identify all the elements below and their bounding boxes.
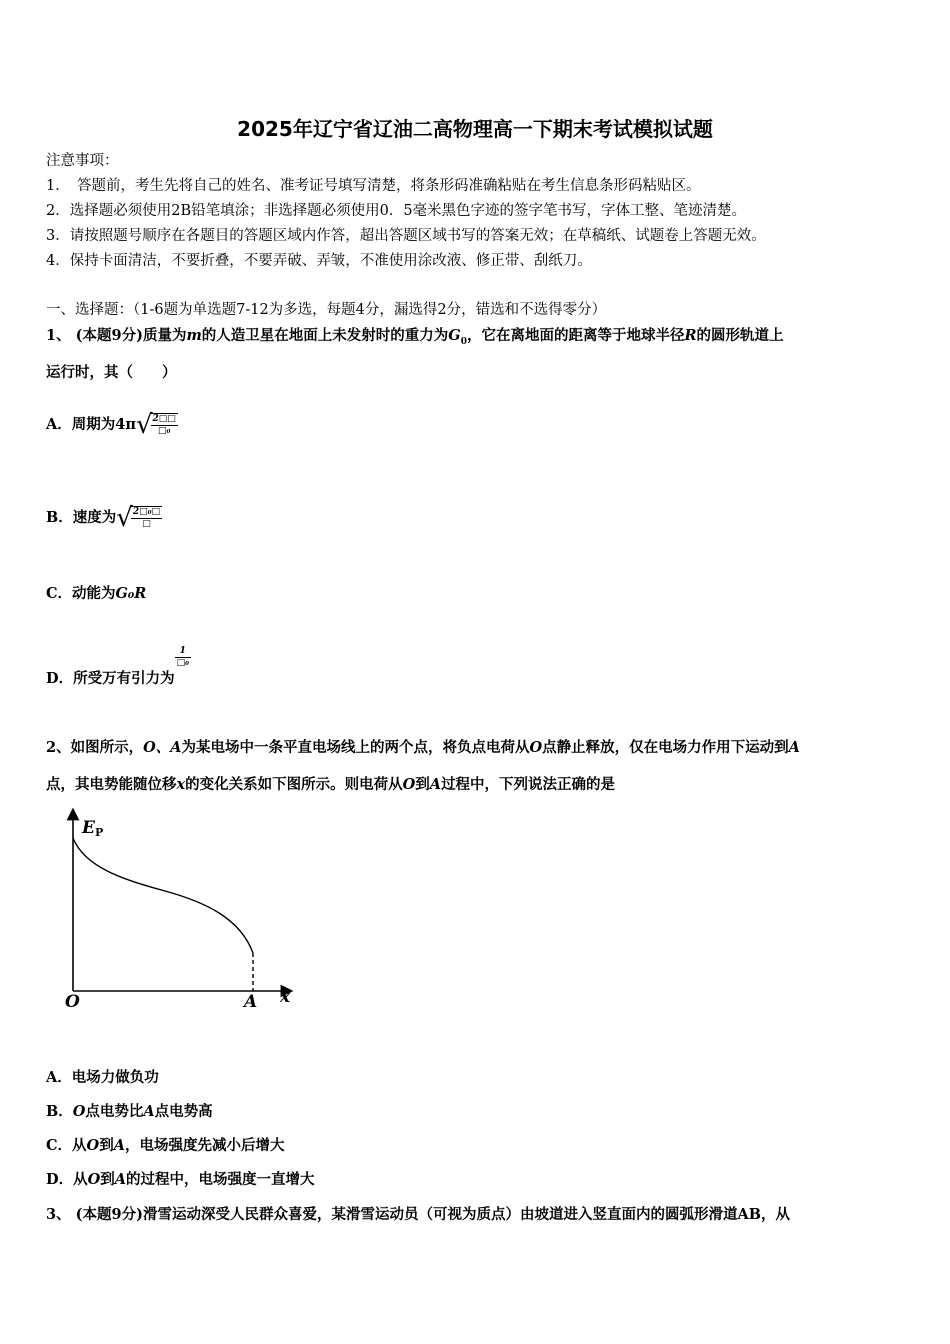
q1-option-b: B．速度为√ $\frac{\text{2□₀□}}{□}$ xyxy=(46,503,161,533)
ep-curve xyxy=(73,838,253,953)
q1-option-d: D．所受万有引力为 $\frac{1}{\text{□₀}}$ xyxy=(46,646,190,687)
q2-option-d: D．从O到A的过程中，电场强度一直增大 xyxy=(46,1171,315,1188)
notice-heading: 注意事项： xyxy=(46,153,119,169)
q1-option-a: A．周期为4π√ $\frac{2□□}{\text{□₀}}$ xyxy=(46,410,176,440)
point-a-label: A xyxy=(244,992,258,1012)
notice-item-3: 3．请按照题号顺序在各题目的答题区域内作答，超出答题区域书写的答案无效；在草稿纸、试题卷上答题无效。 xyxy=(46,228,766,244)
q2-stem-line2: 点，其电势能随位移x的变化关系如下图所示。则电荷从O到A过程中，下列说法正确的是 xyxy=(46,776,616,793)
q1-option-c: C．动能为G₀R xyxy=(46,585,147,602)
sqrt-icon: √ $\frac{\text{2□₀□}}{□}$ xyxy=(116,503,161,533)
origin-label: O xyxy=(65,992,80,1012)
ep-x-graph xyxy=(55,808,305,1013)
section-heading: 一、选择题：（1-6题为单选题7-12为多选，每题4分，漏选得2分，错选和不选得零分） xyxy=(46,302,607,318)
notice-item-2: 2．选择题必须使用2B铅笔填涂；非选择题必须使用0．5毫米黑色字迹的签字笔书写，字体工整、笔迹清楚。 xyxy=(46,203,747,219)
q2-option-b: B．O点电势比A点电势高 xyxy=(46,1103,213,1120)
q2-stem-line1: 2、如图所示，O、A为某电场中一条平直电场线上的两个点，将负点电荷从O点静止释放，仅在电场力作用下运动到A xyxy=(46,739,800,756)
q1-stem-line1: 1、 (本题9分)质量为m的人造卫星在地面上未发射时的重力为$G_0$，它在离地面的距离等于地球半径R的圆形轨道上 xyxy=(46,327,784,347)
q3-stem-line1: 3、 (本题9分)滑雪运动深受人民群众喜爱，某滑雪运动员（可视为质点）由坡道进入竖直面内的圆弧形滑道AB，从 xyxy=(46,1206,790,1223)
y-axis-label: EP xyxy=(82,818,104,839)
q1-stem-line2: 运行时，其（ ） xyxy=(46,364,177,381)
page-title: 2025年辽宁省辽油二高物理高一下期末考试模拟试题 xyxy=(237,117,713,141)
sqrt-icon: √ $\frac{2□□}{\text{□₀}}$ xyxy=(135,410,176,440)
x-axis-label: x xyxy=(280,987,291,1007)
notice-item-4: 4．保持卡面清洁，不要折叠，不要弄破、弄皱，不准使用涂改液、修正带、刮纸刀。 xyxy=(46,253,592,269)
q2-option-a: A．电场力做负功 xyxy=(46,1069,159,1086)
q2-option-c: C．从O到A，电场强度先减小后增大 xyxy=(46,1137,285,1154)
notice-item-1: 1． 答题前，考生先将自己的姓名、准考证号填写清楚，将条形码准确粘贴在考生信息条形码粘贴区。 xyxy=(46,178,701,194)
